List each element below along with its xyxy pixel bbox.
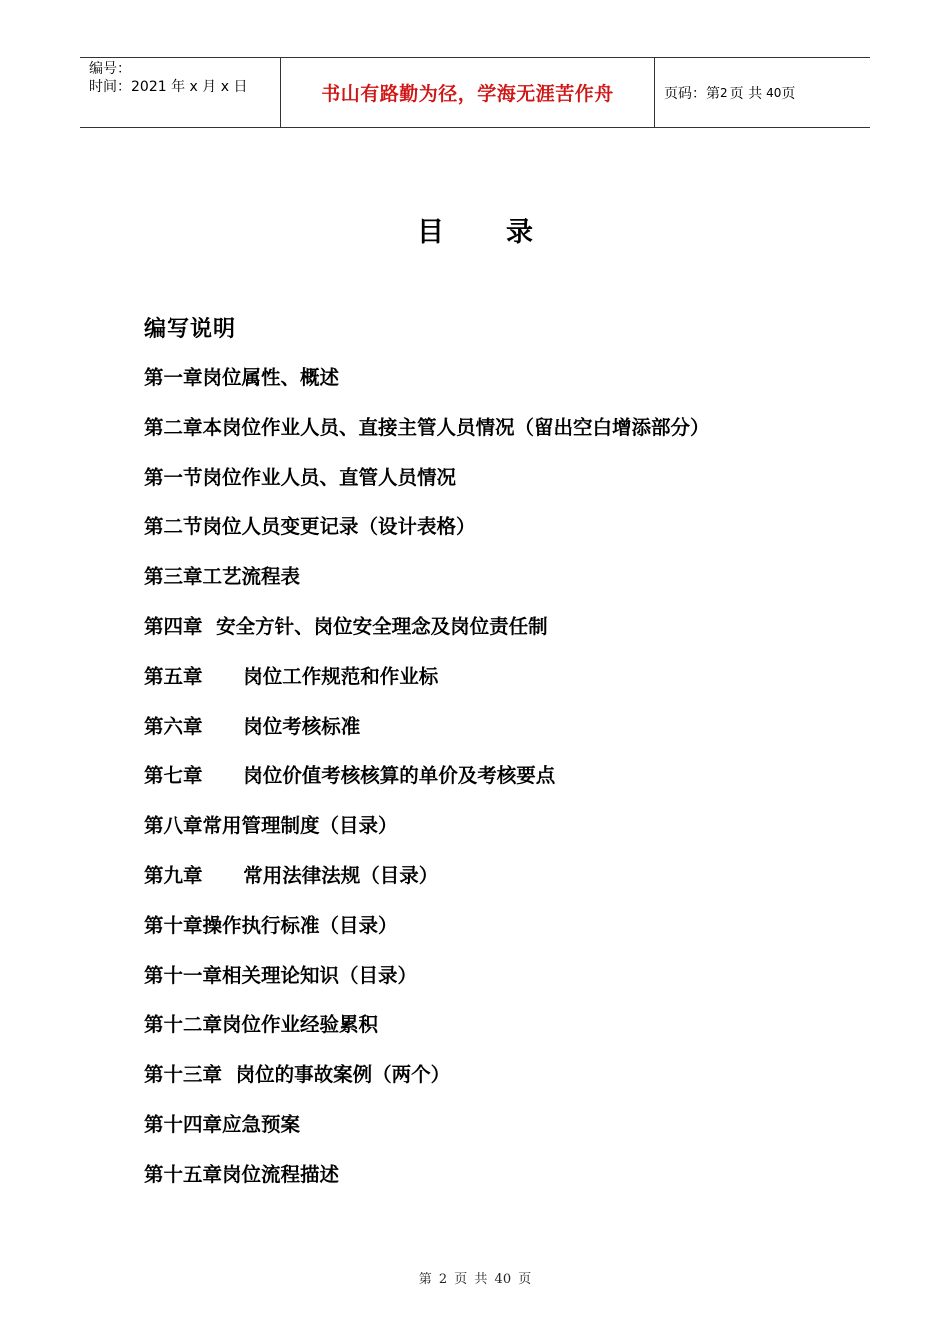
toc-item: 第四章 安全方针、岗位安全理念及岗位责任制 [144,614,548,638]
toc-item: 第二节岗位人员变更记录（设计表格） [144,515,476,539]
time-label: 时间：2021 年 x 月 x 日 [89,79,248,95]
toc-item: 第六章 岗位考核标准 [144,714,361,738]
motto-text: 书山有路勤为径，学海无涯苦作舟 [321,83,614,105]
toc-item: 第十一章相关理论知识（目录） [144,963,418,987]
toc-item: 第五章 岗位工作规范和作业标 [144,664,439,688]
toc-item: 第十五章岗位流程描述 [144,1162,340,1186]
page-header [80,57,870,128]
toc-item: 第十四章应急预案 [144,1112,301,1136]
page-footer: 第 2 页 共 40 页 [418,1272,532,1287]
header-motto-cell [281,58,655,127]
page-number: 2 [720,85,728,100]
toc-item: 第七章 岗位价值考核核算的单价及考核要点 [144,764,556,788]
page-suffix: 页 [781,85,796,102]
toc-item: 第九章 常用法律法规（目录） [144,863,439,887]
number-label: 编号： [89,61,131,77]
toc-item: 第二章本岗位作业人员、直接主管人员情况（留出空白增添部分） [144,415,710,439]
toc-item: 第十章操作执行标准（目录） [144,913,398,937]
page-total: 40 [766,85,782,100]
header-meta-cell [80,58,281,127]
page-mid: 页 共 [729,85,763,102]
toc-item: 第十三章 岗位的事故案例（两个） [144,1063,451,1087]
toc-item: 第三章工艺流程表 [144,565,301,589]
toc-item: 第八章常用管理制度（目录） [144,814,398,838]
toc-list [144,363,710,1210]
toc-item: 第一节岗位作业人员、直管人员情况 [144,465,457,489]
page-prefix: 页码：第 [664,85,720,102]
toc-item: 第十二章岗位作业经验累积 [144,1013,379,1037]
header-page-cell [655,58,870,127]
toc-heading: 编写说明 [144,317,237,342]
page-title: 目录 [417,217,595,248]
toc-item: 第一章岗位属性、概述 [144,366,340,389]
